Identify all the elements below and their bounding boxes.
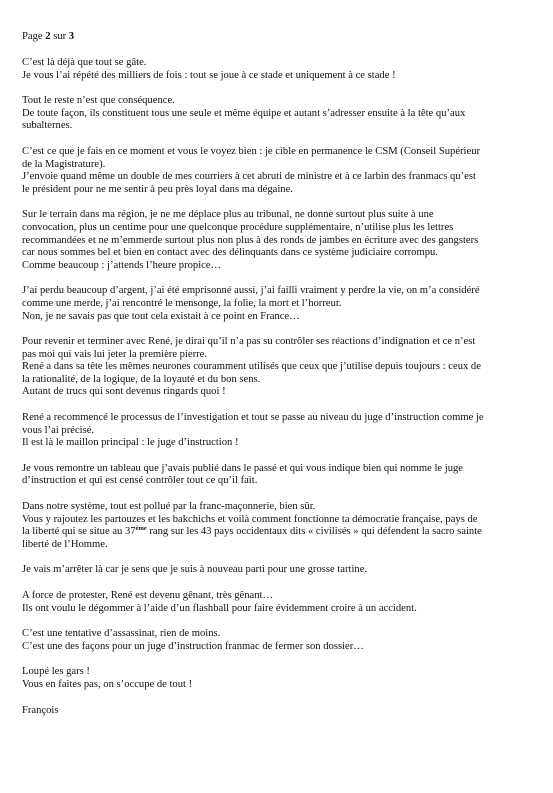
paragraph-1 (22, 57, 534, 82)
text-line: Loupé les gars ! (22, 666, 90, 678)
paragraph-8 (22, 463, 534, 488)
text-line: Dans notre système, tout est pollué par la franc-maçonnerie, bien sûr. (22, 501, 316, 513)
paragraph-4 (22, 209, 534, 272)
text-line: car nous sommes bel et bien en contact avec des délinquants dans ce système judiciaire corrompu. (22, 247, 438, 259)
text-line: C’est là déjà que tout se gâte. (22, 57, 147, 68)
page-number-prefix: Page (22, 31, 46, 42)
letter-body (22, 57, 534, 730)
text-line: d’instruction et qui est censé contrôler tout ce qu’il fait. (22, 475, 258, 487)
page-number-current: 2 (45, 31, 51, 42)
text-line: recommandées et ne m’emmerde surtout plus non plus à des ronds de jambes en écriture avec des gangsters (22, 234, 479, 246)
paragraph-6 (22, 336, 534, 399)
paragraph-10 (22, 564, 534, 577)
text-line: Je vais m’arrêter là car je sens que je suis à nouveau parti pour une grosse tartine. (22, 564, 368, 576)
text-line: subalternes. (22, 120, 73, 132)
text-line: A force de protester, René est devenu gênant, très gênant… (22, 590, 274, 601)
text-line: Ils ont voulu le dégommer à l’aide d’un flashball pour faire évidemment croire à un accident. (22, 602, 417, 614)
paragraph-7 (22, 412, 534, 450)
text-line: comme une merde, j’ai rencontré le mensonge, la folie, la mort et l’horreur. (22, 297, 342, 309)
text-line: de la Magistrature). (22, 158, 106, 170)
text-line: vous l’ai précisé. (22, 424, 95, 436)
signature-name: François (22, 704, 59, 716)
paragraph-12 (22, 628, 534, 653)
text-line: le président pour ne me sentir à peu près loyal dans ma dégaine. (22, 183, 293, 195)
rank-line-after: rang sur les 43 pays occidentaux dits « civilisés » qui défendent la sacro sainte (146, 526, 482, 538)
text-line: Je vous remontre un tableau que j’avais publié dans le passé et qui vous indique bien qui nomme le juge (22, 462, 464, 474)
paragraph-5 (22, 285, 534, 323)
rank-ordinal-suffix: ème (135, 525, 147, 533)
text-line: la rationalité, de la logique, de la loyauté et du bon sens. (22, 373, 261, 385)
rank-line-before: la liberté qui se situe au (22, 526, 125, 538)
page-number-total: 3 (68, 31, 75, 42)
text-line: J’envoie quand même un double de mes courriers à cet abruti de ministre et à ce larbin des franmacs qu’est (22, 171, 476, 183)
paragraph-9 (22, 501, 534, 551)
text-line: Comme beaucoup : j’attends l’heure propice… (22, 259, 222, 271)
text-line: C’est une des façons pour un juge d’instruction franmac de fermer son dossier… (22, 640, 364, 652)
paragraph-2 (22, 95, 534, 133)
text-line: C’est une tentative d’assassinat, rien de moins. (22, 628, 221, 640)
text-line: Vous y rajoutez les partouzes et les bakchichs et voilà comment fonctionne ta démocratie française, pays de (22, 513, 478, 525)
text-line: Tout le reste n’est que conséquence. (22, 95, 175, 107)
page-number-middle: sur (50, 31, 69, 42)
signature (22, 705, 534, 718)
text-line: convocation, plus un centime pour une quelconque procédure supplémentaire, n’utilise plus les lettres (22, 221, 454, 233)
text-line: Autant de trucs qui sont devenus ringards quoi ! (22, 386, 226, 398)
text-line: C’est ce que je fais en ce moment et vous le voyez bien : je cible en permanence le CSM (Conseil Supérieur (22, 145, 481, 157)
rank-line (22, 526, 534, 539)
text-line: René a recommencé le processus de l’investigation et tout se passe au niveau du juge d’instruction comme je (22, 412, 484, 424)
text-line: pas moi qui vais lui jeter la première pierre. (22, 348, 208, 360)
text-line: René a dans sa tête les mêmes neurones couramment utilisés que ceux que j’utilise depuis toujours : ceux de (22, 361, 481, 373)
text-line: Pour revenir et terminer avec René, je dirai qu’il n’a pas su contrôler ses réactions d’indignation et ce n’est (22, 336, 476, 348)
paragraph-11 (22, 590, 534, 615)
text-line: Sur le terrain dans ma région, je ne me déplace plus au tribunal, ne donne surtout plus suite à une (22, 209, 434, 221)
page-number (22, 31, 74, 44)
paragraph-3 (22, 146, 534, 196)
text-line: Non, je ne savais pas que tout cela existait à ce point en France… (22, 310, 300, 322)
rank-number: 37 (124, 526, 136, 538)
paragraph-13 (22, 666, 534, 691)
text-line: Vous en faites pas, on s’occupe de tout ! (22, 678, 193, 690)
text-line: De toute façon, ils constituent tous une seule et même équipe et autant s’adresser ensuite à la tête qu’aux (22, 107, 466, 119)
text-line: Il est là le maillon principal : le juge d’instruction ! (22, 437, 239, 449)
text-line: liberté de l’Homme. (22, 538, 108, 550)
text-line: Je vous l’ai répété des milliers de fois : tout se joue à ce stade et uniquement à ce stade ! (22, 69, 396, 81)
text-line: J’ai perdu beaucoup d’argent, j’ai été emprisonné aussi, j’ai failli vraiment y perdre la vie, on m’a considéré (22, 285, 480, 297)
